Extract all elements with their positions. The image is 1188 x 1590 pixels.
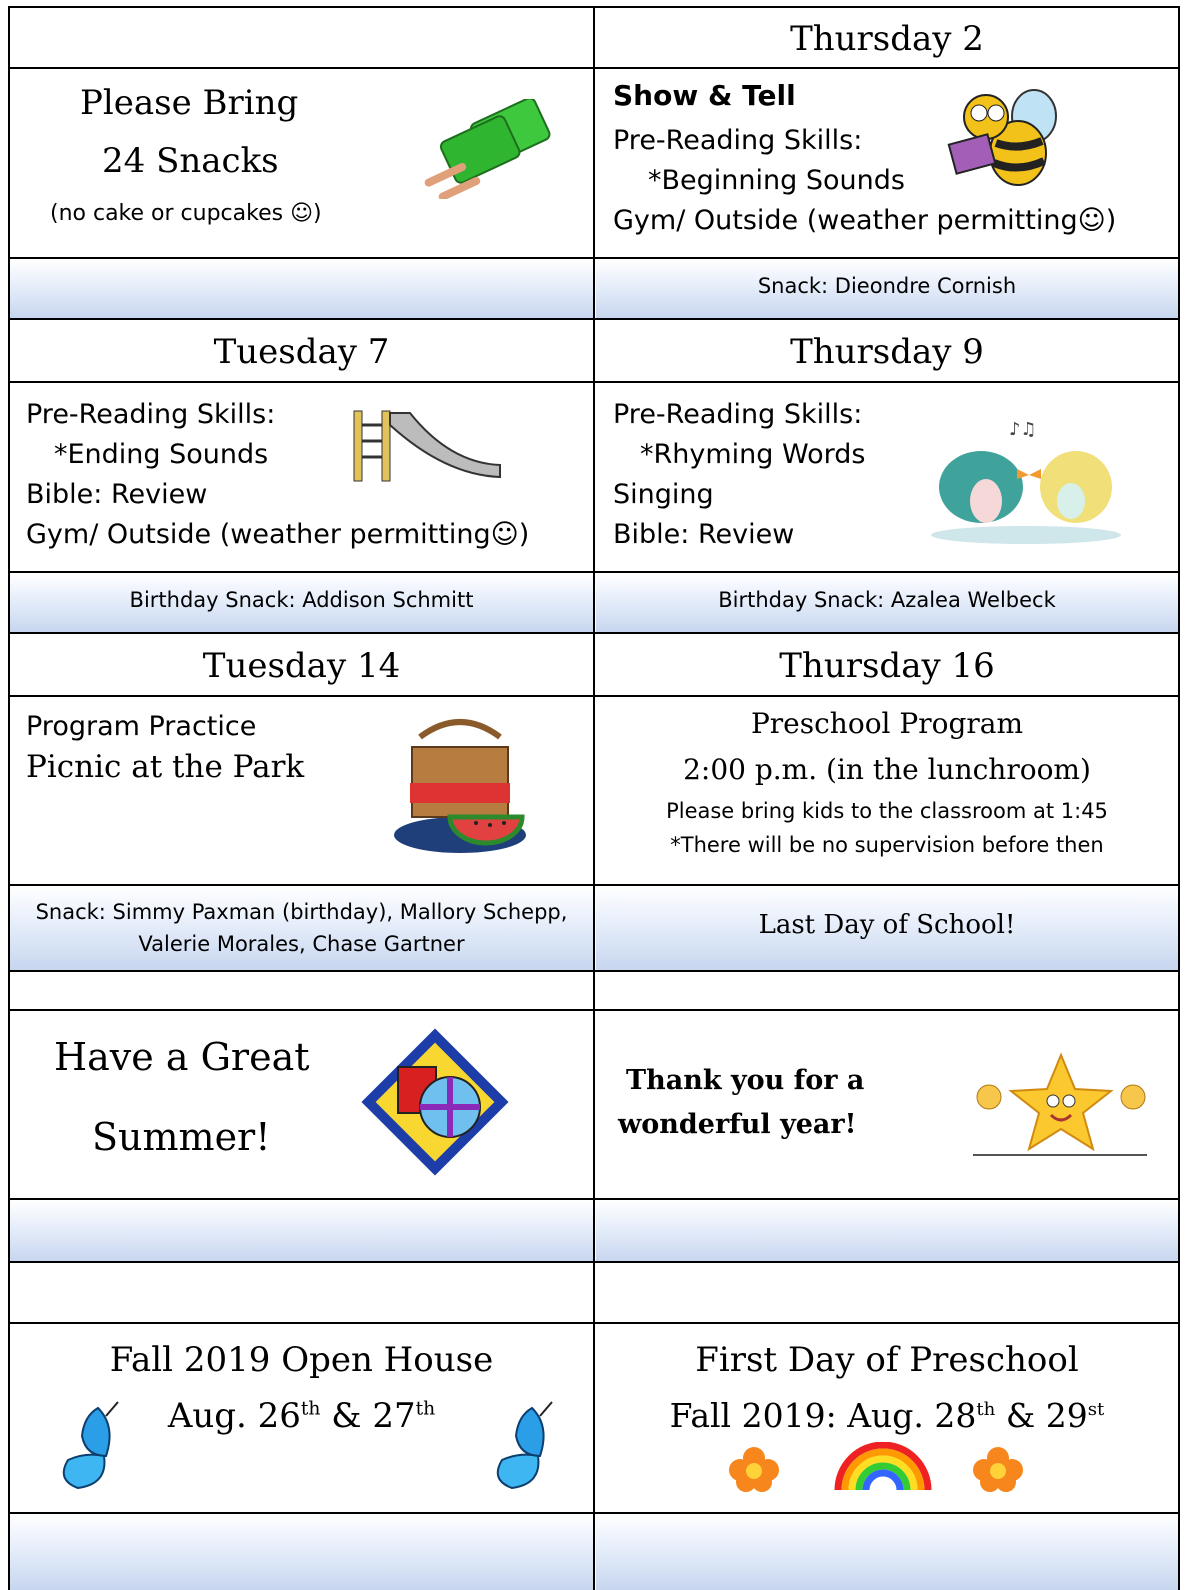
first-day-cell (596, 1324, 1178, 1512)
last-day-note: Last Day of School! (758, 910, 1016, 940)
picnic-heading: Picnic at the Park (26, 749, 305, 785)
snack-bar-thursday-9 (596, 573, 1178, 632)
activity-line: Gym/ Outside (weather permitting☺) (26, 519, 530, 550)
flower-icon (726, 1446, 782, 1492)
first-day-title (596, 1340, 1178, 1380)
snack-reminder-cell (10, 69, 593, 257)
day-header-thursday-16 (596, 634, 1178, 695)
snack-bar-thursday-2 (596, 259, 1178, 318)
activity-line: *Beginning Sounds (648, 165, 905, 196)
reading-bee-icon (946, 81, 1066, 191)
empty-header (596, 972, 1178, 1009)
popsicle-icon (415, 99, 555, 199)
day-header-tuesday-7 (10, 320, 593, 381)
program-note: Please bring kids to the classroom at 1:45 (666, 799, 1108, 823)
open-house-title (10, 1340, 593, 1380)
date-text: & 27 (320, 1396, 416, 1436)
butterfly-icon (46, 1396, 126, 1496)
snack-bar-tuesday-14 (10, 886, 593, 970)
snack-assignment: Snack: Simmy Paxman (birthday), Mallory Schepp, (35, 900, 568, 924)
summer-greeting: Have a Great (54, 1035, 310, 1079)
activity-line: *Ending Sounds (54, 439, 269, 470)
svg-text:♪♫: ♪♫ (1009, 419, 1037, 440)
tuesday-7-content (10, 383, 593, 571)
snack-assignment: Birthday Snack: Azalea Welbeck (718, 588, 1056, 612)
activity-line: Bible: Review (613, 519, 795, 550)
program-note: *There will be no supervision before then (670, 833, 1104, 857)
empty-header (10, 1263, 593, 1322)
day-header-thursday-9 (596, 320, 1178, 381)
day-header-text: Tuesday 14 (202, 646, 401, 686)
flower-icon (970, 1446, 1026, 1492)
activity-line: Program Practice (26, 711, 257, 742)
date-suffix: th (300, 1398, 321, 1420)
butterfly-icon (480, 1396, 560, 1496)
activity-line: Bible: Review (26, 479, 208, 510)
day-header-text: Thursday 16 (779, 646, 995, 686)
summer-greeting-cell (10, 1011, 593, 1198)
day-header-tuesday-14 (10, 634, 593, 695)
date-text: & 29 (995, 1396, 1088, 1435)
thursday-2-content (596, 69, 1178, 257)
activity-line: Gym/ Outside (weather permitting☺) (613, 205, 1117, 236)
program-title: Preschool Program (750, 707, 1024, 740)
thank-you-text: Thank you for a (626, 1065, 865, 1096)
reminder-title: Please Bring (80, 83, 299, 123)
thursday-9-content (596, 383, 1178, 571)
rainbow-icon (834, 1442, 932, 1492)
thursday-16-content (596, 697, 1178, 884)
day-header-text: Thursday 2 (790, 19, 984, 59)
activity-line: Singing (613, 479, 714, 510)
open-house-cell (10, 1324, 593, 1512)
thank-you-cell (596, 1011, 1178, 1198)
open-house-title-text: Fall 2019 Open House (109, 1340, 494, 1380)
day-header-text: Tuesday 7 (213, 332, 390, 372)
thank-you-text: wonderful year! (618, 1109, 857, 1140)
snack-assignment: Valerie Morales, Chase Gartner (138, 932, 465, 956)
snack-bar-empty (10, 1200, 593, 1261)
activity-line: *Rhyming Words (640, 439, 866, 470)
day-header-text: Thursday 9 (790, 332, 984, 372)
reminder-note: (no cake or cupcakes ☺) (50, 201, 322, 226)
show-and-tell-heading: Show & Tell (613, 79, 796, 112)
picnic-basket-icon (390, 717, 530, 857)
empty-header (10, 972, 593, 1009)
singing-birds-icon (921, 405, 1131, 545)
date-suffix: st (1087, 1399, 1105, 1420)
first-day-dates (596, 1396, 1178, 1435)
snack-assignment: Birthday Snack: Addison Schmitt (129, 588, 474, 612)
snack-bar-tuesday-7 (10, 573, 593, 632)
reminder-count: 24 Snacks (102, 141, 279, 181)
date-text: Fall 2019: Aug. 28 (669, 1396, 977, 1435)
snack-bar-empty (10, 259, 593, 318)
date-text: Aug. 26 (167, 1396, 301, 1436)
beach-ball-icon (360, 1027, 510, 1177)
program-time: 2:00 p.m. (in the lunchroom) (683, 753, 1091, 786)
activity-line: Pre-Reading Skills: (613, 125, 863, 156)
date-suffix: th (415, 1398, 436, 1420)
empty-header (596, 1263, 1178, 1322)
snack-assignment: Snack: Dieondre Cornish (757, 274, 1017, 298)
activity-line: Pre-Reading Skills: (26, 399, 276, 430)
day-header-thursday-2 (596, 8, 1178, 67)
star-thumbs-up-icon (971, 1049, 1151, 1159)
date-suffix: th (976, 1399, 996, 1420)
slide-icon (350, 403, 506, 485)
tuesday-14-content (10, 697, 593, 884)
snack-bar-empty (10, 1514, 593, 1590)
snack-bar-empty (596, 1514, 1178, 1590)
column-divider (593, 6, 595, 1590)
activity-line: Pre-Reading Skills: (613, 399, 863, 430)
summer-greeting: Summer! (92, 1115, 271, 1159)
snack-bar-empty (596, 1200, 1178, 1261)
snack-bar-thursday-16 (596, 886, 1178, 970)
first-day-title-text: First Day of Preschool (695, 1340, 1079, 1380)
